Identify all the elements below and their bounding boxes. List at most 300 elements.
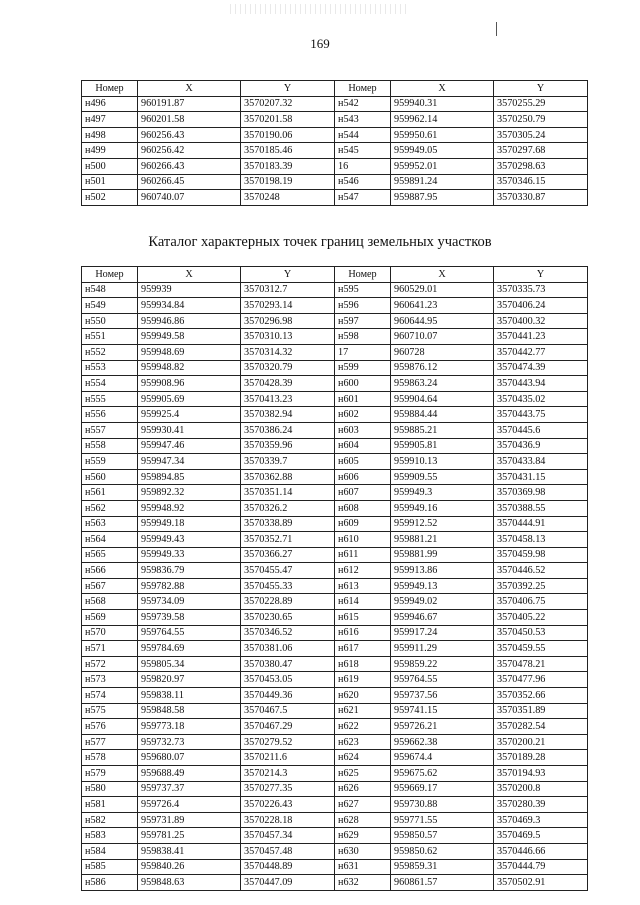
x-coordinate-cell: 959908.96 bbox=[138, 376, 241, 392]
x-coordinate-cell: 960256.43 bbox=[138, 127, 241, 143]
y-coordinate-cell: 3570185.46 bbox=[241, 143, 335, 159]
y-coordinate-cell: 3570305.24 bbox=[494, 127, 588, 143]
point-number-cell: н630 bbox=[335, 843, 391, 859]
y-coordinate-cell: 3570457.48 bbox=[241, 843, 335, 859]
x-coordinate-cell: 959737.37 bbox=[138, 781, 241, 797]
x-coordinate-cell: 959885.21 bbox=[391, 422, 494, 438]
y-coordinate-cell: 3570450.53 bbox=[494, 625, 588, 641]
point-number-cell: н595 bbox=[335, 282, 391, 298]
y-coordinate-cell: 3570444.91 bbox=[494, 516, 588, 532]
table-row bbox=[82, 688, 588, 704]
y-coordinate-cell: 3570338.89 bbox=[241, 516, 335, 532]
point-number-cell: н598 bbox=[335, 329, 391, 345]
y-coordinate-cell: 3570297.68 bbox=[494, 143, 588, 159]
y-coordinate-cell: 3570362.88 bbox=[241, 469, 335, 485]
x-coordinate-cell: 959680.07 bbox=[138, 750, 241, 766]
y-coordinate-cell: 3570228.89 bbox=[241, 594, 335, 610]
point-number-cell: н605 bbox=[335, 454, 391, 470]
y-coordinate-cell: 3570433.84 bbox=[494, 454, 588, 470]
point-number-cell: н557 bbox=[82, 422, 138, 438]
point-number-cell: н556 bbox=[82, 407, 138, 423]
table-row bbox=[82, 672, 588, 688]
table-row bbox=[82, 313, 588, 329]
header-y: Y bbox=[494, 81, 588, 97]
header-x: X bbox=[138, 81, 241, 97]
point-number-cell: н574 bbox=[82, 688, 138, 704]
header-x: X bbox=[138, 267, 241, 283]
y-coordinate-cell: 3570478.21 bbox=[494, 656, 588, 672]
point-number-cell: н568 bbox=[82, 594, 138, 610]
y-coordinate-cell: 3570255.29 bbox=[494, 96, 588, 112]
x-coordinate-cell: 959894.85 bbox=[138, 469, 241, 485]
point-number-cell: н578 bbox=[82, 750, 138, 766]
point-number-cell: 16 bbox=[335, 158, 391, 174]
point-number-cell: н615 bbox=[335, 610, 391, 626]
x-coordinate-cell: 959949.33 bbox=[138, 547, 241, 563]
x-coordinate-cell: 959884.44 bbox=[391, 407, 494, 423]
point-number-cell: 17 bbox=[335, 344, 391, 360]
point-number-cell: н542 bbox=[335, 96, 391, 112]
x-coordinate-cell: 959910.13 bbox=[391, 454, 494, 470]
point-number-cell: н571 bbox=[82, 641, 138, 657]
x-coordinate-cell: 959912.52 bbox=[391, 516, 494, 532]
x-coordinate-cell: 960728 bbox=[391, 344, 494, 360]
table-body bbox=[82, 96, 588, 205]
y-coordinate-cell: 3570194.93 bbox=[494, 766, 588, 782]
table-row bbox=[82, 422, 588, 438]
y-coordinate-cell: 3570457.34 bbox=[241, 828, 335, 844]
x-coordinate-cell: 960740.07 bbox=[138, 190, 241, 206]
x-coordinate-cell: 959669.17 bbox=[391, 781, 494, 797]
point-number-cell: н500 bbox=[82, 158, 138, 174]
table-row bbox=[82, 344, 588, 360]
y-coordinate-cell: 3570346.15 bbox=[494, 174, 588, 190]
y-coordinate-cell: 3570190.06 bbox=[241, 127, 335, 143]
y-coordinate-cell: 3570381.06 bbox=[241, 641, 335, 657]
x-coordinate-cell: 959950.61 bbox=[391, 127, 494, 143]
point-number-cell: н606 bbox=[335, 469, 391, 485]
y-coordinate-cell: 3570320.79 bbox=[241, 360, 335, 376]
table-row bbox=[82, 843, 588, 859]
y-coordinate-cell: 3570448.89 bbox=[241, 859, 335, 875]
y-coordinate-cell: 3570455.33 bbox=[241, 578, 335, 594]
y-coordinate-cell: 3570474.39 bbox=[494, 360, 588, 376]
x-coordinate-cell: 959850.57 bbox=[391, 828, 494, 844]
table-row bbox=[82, 797, 588, 813]
y-coordinate-cell: 3570314.32 bbox=[241, 344, 335, 360]
point-number-cell: н498 bbox=[82, 127, 138, 143]
x-coordinate-cell: 959662.38 bbox=[391, 734, 494, 750]
point-number-cell: н625 bbox=[335, 766, 391, 782]
x-coordinate-cell: 960191.87 bbox=[138, 96, 241, 112]
x-coordinate-cell: 959887.95 bbox=[391, 190, 494, 206]
table-row bbox=[82, 391, 588, 407]
x-coordinate-cell: 959730.88 bbox=[391, 797, 494, 813]
table-row bbox=[82, 158, 588, 174]
y-coordinate-cell: 3570346.52 bbox=[241, 625, 335, 641]
point-number-cell: н553 bbox=[82, 360, 138, 376]
y-coordinate-cell: 3570428.39 bbox=[241, 376, 335, 392]
x-coordinate-cell: 959782.88 bbox=[138, 578, 241, 594]
point-number-cell: н549 bbox=[82, 298, 138, 314]
point-number-cell: н573 bbox=[82, 672, 138, 688]
table-row bbox=[82, 859, 588, 875]
x-coordinate-cell: 959892.32 bbox=[138, 485, 241, 501]
point-number-cell: н565 bbox=[82, 547, 138, 563]
y-coordinate-cell: 3570279.52 bbox=[241, 734, 335, 750]
y-coordinate-cell: 3570469.5 bbox=[494, 828, 588, 844]
point-number-cell: н596 bbox=[335, 298, 391, 314]
header-y: Y bbox=[494, 267, 588, 283]
x-coordinate-cell: 959909.55 bbox=[391, 469, 494, 485]
x-coordinate-cell: 960529.01 bbox=[391, 282, 494, 298]
point-number-cell: н620 bbox=[335, 688, 391, 704]
point-number-cell: н567 bbox=[82, 578, 138, 594]
point-number-cell: н610 bbox=[335, 532, 391, 548]
x-coordinate-cell: 959911.29 bbox=[391, 641, 494, 657]
point-number-cell: н603 bbox=[335, 422, 391, 438]
y-coordinate-cell: 3570207.32 bbox=[241, 96, 335, 112]
table-row bbox=[82, 781, 588, 797]
table-row bbox=[82, 360, 588, 376]
point-number-cell: н555 bbox=[82, 391, 138, 407]
x-coordinate-cell: 959731.89 bbox=[138, 812, 241, 828]
y-coordinate-cell: 3570226.43 bbox=[241, 797, 335, 813]
header-number: Номер bbox=[82, 267, 138, 283]
table-row bbox=[82, 594, 588, 610]
y-coordinate-cell: 3570443.75 bbox=[494, 407, 588, 423]
scan-artifact bbox=[230, 4, 410, 14]
point-number-cell: н627 bbox=[335, 797, 391, 813]
point-number-cell: н569 bbox=[82, 610, 138, 626]
y-coordinate-cell: 3570449.36 bbox=[241, 688, 335, 704]
table-row bbox=[82, 190, 588, 206]
scan-mark bbox=[496, 22, 497, 36]
table-row bbox=[82, 454, 588, 470]
point-number-cell: н597 bbox=[335, 313, 391, 329]
x-coordinate-cell: 959913.86 bbox=[391, 563, 494, 579]
point-number-cell: н547 bbox=[335, 190, 391, 206]
x-coordinate-cell: 959949.13 bbox=[391, 578, 494, 594]
y-coordinate-cell: 3570435.02 bbox=[494, 391, 588, 407]
table-row bbox=[82, 282, 588, 298]
x-coordinate-cell: 959859.22 bbox=[391, 656, 494, 672]
x-coordinate-cell: 959905.69 bbox=[138, 391, 241, 407]
x-coordinate-cell: 959850.62 bbox=[391, 843, 494, 859]
y-coordinate-cell: 3570296.98 bbox=[241, 313, 335, 329]
y-coordinate-cell: 3570335.73 bbox=[494, 282, 588, 298]
x-coordinate-cell: 959949.18 bbox=[138, 516, 241, 532]
y-coordinate-cell: 3570477.96 bbox=[494, 672, 588, 688]
point-number-cell: н570 bbox=[82, 625, 138, 641]
x-coordinate-cell: 959859.31 bbox=[391, 859, 494, 875]
x-coordinate-cell: 959784.69 bbox=[138, 641, 241, 657]
table-row bbox=[82, 469, 588, 485]
table-row bbox=[82, 703, 588, 719]
y-coordinate-cell: 3570386.24 bbox=[241, 422, 335, 438]
point-number-cell: н501 bbox=[82, 174, 138, 190]
header-y: Y bbox=[241, 81, 335, 97]
y-coordinate-cell: 3570351.14 bbox=[241, 485, 335, 501]
table-row bbox=[82, 812, 588, 828]
x-coordinate-cell: 959881.99 bbox=[391, 547, 494, 563]
table-row bbox=[82, 500, 588, 516]
x-coordinate-cell: 959805.34 bbox=[138, 656, 241, 672]
y-coordinate-cell: 3570366.27 bbox=[241, 547, 335, 563]
x-coordinate-cell: 959726.21 bbox=[391, 719, 494, 735]
x-coordinate-cell: 960861.57 bbox=[391, 875, 494, 891]
point-number-cell: н577 bbox=[82, 734, 138, 750]
x-coordinate-cell: 959848.58 bbox=[138, 703, 241, 719]
y-coordinate-cell: 3570405.22 bbox=[494, 610, 588, 626]
point-number-cell: н583 bbox=[82, 828, 138, 844]
x-coordinate-cell: 959930.41 bbox=[138, 422, 241, 438]
x-coordinate-cell: 960256.42 bbox=[138, 143, 241, 159]
y-coordinate-cell: 3570248 bbox=[241, 190, 335, 206]
table-row bbox=[82, 407, 588, 423]
x-coordinate-cell: 959675.62 bbox=[391, 766, 494, 782]
point-number-cell: н612 bbox=[335, 563, 391, 579]
x-coordinate-cell: 959925.4 bbox=[138, 407, 241, 423]
y-coordinate-cell: 3570445.6 bbox=[494, 422, 588, 438]
point-number-cell: н600 bbox=[335, 376, 391, 392]
table-row bbox=[82, 610, 588, 626]
table-row bbox=[82, 329, 588, 345]
table-row bbox=[82, 298, 588, 314]
table-row bbox=[82, 875, 588, 891]
point-number-cell: н572 bbox=[82, 656, 138, 672]
y-coordinate-cell: 3570446.66 bbox=[494, 843, 588, 859]
table-body bbox=[82, 282, 588, 890]
x-coordinate-cell: 959939 bbox=[138, 282, 241, 298]
page-number: 169 bbox=[310, 36, 330, 51]
header-number: Номер bbox=[82, 81, 138, 97]
x-coordinate-cell: 959946.86 bbox=[138, 313, 241, 329]
x-coordinate-cell: 960641.23 bbox=[391, 298, 494, 314]
point-number-cell: н621 bbox=[335, 703, 391, 719]
x-coordinate-cell: 959863.24 bbox=[391, 376, 494, 392]
y-coordinate-cell: 3570369.98 bbox=[494, 485, 588, 501]
point-number-cell: н632 bbox=[335, 875, 391, 891]
x-coordinate-cell: 959838.41 bbox=[138, 843, 241, 859]
point-number-cell: н581 bbox=[82, 797, 138, 813]
table-row bbox=[82, 174, 588, 190]
y-coordinate-cell: 3570189.28 bbox=[494, 750, 588, 766]
y-coordinate-cell: 3570447.09 bbox=[241, 875, 335, 891]
x-coordinate-cell: 959904.64 bbox=[391, 391, 494, 407]
table-header-row bbox=[82, 267, 588, 283]
x-coordinate-cell: 960710.07 bbox=[391, 329, 494, 345]
x-coordinate-cell: 959949.58 bbox=[138, 329, 241, 345]
table-row bbox=[82, 750, 588, 766]
x-coordinate-cell: 959962.14 bbox=[391, 112, 494, 128]
x-coordinate-cell: 959741.15 bbox=[391, 703, 494, 719]
x-coordinate-cell: 959949.3 bbox=[391, 485, 494, 501]
table-row bbox=[82, 438, 588, 454]
y-coordinate-cell: 3570280.39 bbox=[494, 797, 588, 813]
point-number-cell: н617 bbox=[335, 641, 391, 657]
point-number-cell: н611 bbox=[335, 547, 391, 563]
y-coordinate-cell: 3570359.96 bbox=[241, 438, 335, 454]
point-number-cell: н609 bbox=[335, 516, 391, 532]
x-coordinate-cell: 959840.26 bbox=[138, 859, 241, 875]
x-coordinate-cell: 959688.49 bbox=[138, 766, 241, 782]
x-coordinate-cell: 959739.58 bbox=[138, 610, 241, 626]
y-coordinate-cell: 3570352.71 bbox=[241, 532, 335, 548]
y-coordinate-cell: 3570455.47 bbox=[241, 563, 335, 579]
table-row bbox=[82, 828, 588, 844]
point-number-cell: н559 bbox=[82, 454, 138, 470]
x-coordinate-cell: 959674.4 bbox=[391, 750, 494, 766]
y-coordinate-cell: 3570214.3 bbox=[241, 766, 335, 782]
y-coordinate-cell: 3570388.55 bbox=[494, 500, 588, 516]
point-number-cell: н580 bbox=[82, 781, 138, 797]
x-coordinate-cell: 959948.92 bbox=[138, 500, 241, 516]
x-coordinate-cell: 959949.02 bbox=[391, 594, 494, 610]
x-coordinate-cell: 959949.05 bbox=[391, 143, 494, 159]
table-header-row bbox=[82, 81, 588, 97]
x-coordinate-cell: 959917.24 bbox=[391, 625, 494, 641]
y-coordinate-cell: 3570467.5 bbox=[241, 703, 335, 719]
x-coordinate-cell: 959737.56 bbox=[391, 688, 494, 704]
y-coordinate-cell: 3570459.98 bbox=[494, 547, 588, 563]
point-number-cell: н584 bbox=[82, 843, 138, 859]
y-coordinate-cell: 3570228.18 bbox=[241, 812, 335, 828]
point-number-cell: н582 bbox=[82, 812, 138, 828]
y-coordinate-cell: 3570413.23 bbox=[241, 391, 335, 407]
x-coordinate-cell: 959905.81 bbox=[391, 438, 494, 454]
header-number: Номер bbox=[335, 267, 391, 283]
x-coordinate-cell: 959891.24 bbox=[391, 174, 494, 190]
x-coordinate-cell: 959820.97 bbox=[138, 672, 241, 688]
x-coordinate-cell: 959764.55 bbox=[138, 625, 241, 641]
table-row bbox=[82, 376, 588, 392]
x-coordinate-cell: 960644.95 bbox=[391, 313, 494, 329]
y-coordinate-cell: 3570230.65 bbox=[241, 610, 335, 626]
x-coordinate-cell: 959732.73 bbox=[138, 734, 241, 750]
point-number-cell: н575 bbox=[82, 703, 138, 719]
x-coordinate-cell: 959836.79 bbox=[138, 563, 241, 579]
y-coordinate-cell: 3570293.14 bbox=[241, 298, 335, 314]
y-coordinate-cell: 3570200.8 bbox=[494, 781, 588, 797]
x-coordinate-cell: 959940.31 bbox=[391, 96, 494, 112]
point-number-cell: н563 bbox=[82, 516, 138, 532]
y-coordinate-cell: 3570282.54 bbox=[494, 719, 588, 735]
y-coordinate-cell: 3570382.94 bbox=[241, 407, 335, 423]
x-coordinate-cell: 959734.09 bbox=[138, 594, 241, 610]
table-row bbox=[82, 641, 588, 657]
y-coordinate-cell: 3570351.89 bbox=[494, 703, 588, 719]
point-number-cell: н602 bbox=[335, 407, 391, 423]
point-number-cell: н629 bbox=[335, 828, 391, 844]
y-coordinate-cell: 3570400.32 bbox=[494, 313, 588, 329]
table-row bbox=[82, 143, 588, 159]
y-coordinate-cell: 3570200.21 bbox=[494, 734, 588, 750]
point-number-cell: н499 bbox=[82, 143, 138, 159]
point-number-cell: н564 bbox=[82, 532, 138, 548]
y-coordinate-cell: 3570201.58 bbox=[241, 112, 335, 128]
x-coordinate-cell: 959781.25 bbox=[138, 828, 241, 844]
point-number-cell: н543 bbox=[335, 112, 391, 128]
y-coordinate-cell: 3570453.05 bbox=[241, 672, 335, 688]
y-coordinate-cell: 3570183.39 bbox=[241, 158, 335, 174]
x-coordinate-cell: 959773.18 bbox=[138, 719, 241, 735]
point-number-cell: н622 bbox=[335, 719, 391, 735]
table-row bbox=[82, 112, 588, 128]
y-coordinate-cell: 3570459.55 bbox=[494, 641, 588, 657]
x-coordinate-cell: 959726.4 bbox=[138, 797, 241, 813]
x-coordinate-cell: 959848.63 bbox=[138, 875, 241, 891]
point-number-cell: н614 bbox=[335, 594, 391, 610]
coordinates-table-continued bbox=[81, 80, 588, 206]
point-number-cell: н545 bbox=[335, 143, 391, 159]
point-number-cell: н552 bbox=[82, 344, 138, 360]
y-coordinate-cell: 3570441.23 bbox=[494, 329, 588, 345]
x-coordinate-cell: 959948.69 bbox=[138, 344, 241, 360]
table-row bbox=[82, 734, 588, 750]
x-coordinate-cell: 959952.01 bbox=[391, 158, 494, 174]
point-number-cell: н604 bbox=[335, 438, 391, 454]
y-coordinate-cell: 3570406.24 bbox=[494, 298, 588, 314]
header-number: Номер bbox=[335, 81, 391, 97]
y-coordinate-cell: 3570250.79 bbox=[494, 112, 588, 128]
point-number-cell: н554 bbox=[82, 376, 138, 392]
table-row bbox=[82, 656, 588, 672]
y-coordinate-cell: 3570310.13 bbox=[241, 329, 335, 345]
y-coordinate-cell: 3570469.3 bbox=[494, 812, 588, 828]
point-number-cell: н576 bbox=[82, 719, 138, 735]
y-coordinate-cell: 3570277.35 bbox=[241, 781, 335, 797]
point-number-cell: н616 bbox=[335, 625, 391, 641]
point-number-cell: н608 bbox=[335, 500, 391, 516]
x-coordinate-cell: 960266.43 bbox=[138, 158, 241, 174]
point-number-cell: н599 bbox=[335, 360, 391, 376]
y-coordinate-cell: 3570442.77 bbox=[494, 344, 588, 360]
table-row bbox=[82, 625, 588, 641]
point-number-cell: н631 bbox=[335, 859, 391, 875]
x-coordinate-cell: 959949.16 bbox=[391, 500, 494, 516]
point-number-cell: н560 bbox=[82, 469, 138, 485]
x-coordinate-cell: 959949.43 bbox=[138, 532, 241, 548]
x-coordinate-cell: 959771.55 bbox=[391, 812, 494, 828]
point-number-cell: н558 bbox=[82, 438, 138, 454]
table-row bbox=[82, 766, 588, 782]
x-coordinate-cell: 959947.46 bbox=[138, 438, 241, 454]
x-coordinate-cell: 959946.67 bbox=[391, 610, 494, 626]
point-number-cell: н497 bbox=[82, 112, 138, 128]
x-coordinate-cell: 959948.82 bbox=[138, 360, 241, 376]
point-number-cell: н550 bbox=[82, 313, 138, 329]
y-coordinate-cell: 3570326.2 bbox=[241, 500, 335, 516]
x-coordinate-cell: 959764.55 bbox=[391, 672, 494, 688]
x-coordinate-cell: 959947.34 bbox=[138, 454, 241, 470]
point-number-cell: н607 bbox=[335, 485, 391, 501]
y-coordinate-cell: 3570502.91 bbox=[494, 875, 588, 891]
point-number-cell: н579 bbox=[82, 766, 138, 782]
x-coordinate-cell: 959876.12 bbox=[391, 360, 494, 376]
table-row bbox=[82, 578, 588, 594]
point-number-cell: н551 bbox=[82, 329, 138, 345]
table-row bbox=[82, 719, 588, 735]
y-coordinate-cell: 3570198.19 bbox=[241, 174, 335, 190]
point-number-cell: н618 bbox=[335, 656, 391, 672]
point-number-cell: н619 bbox=[335, 672, 391, 688]
section-title: Каталог характерных точек границ земельных участков bbox=[148, 234, 492, 250]
table-row bbox=[82, 563, 588, 579]
point-number-cell: н562 bbox=[82, 500, 138, 516]
point-number-cell: н585 bbox=[82, 859, 138, 875]
y-coordinate-cell: 3570380.47 bbox=[241, 656, 335, 672]
